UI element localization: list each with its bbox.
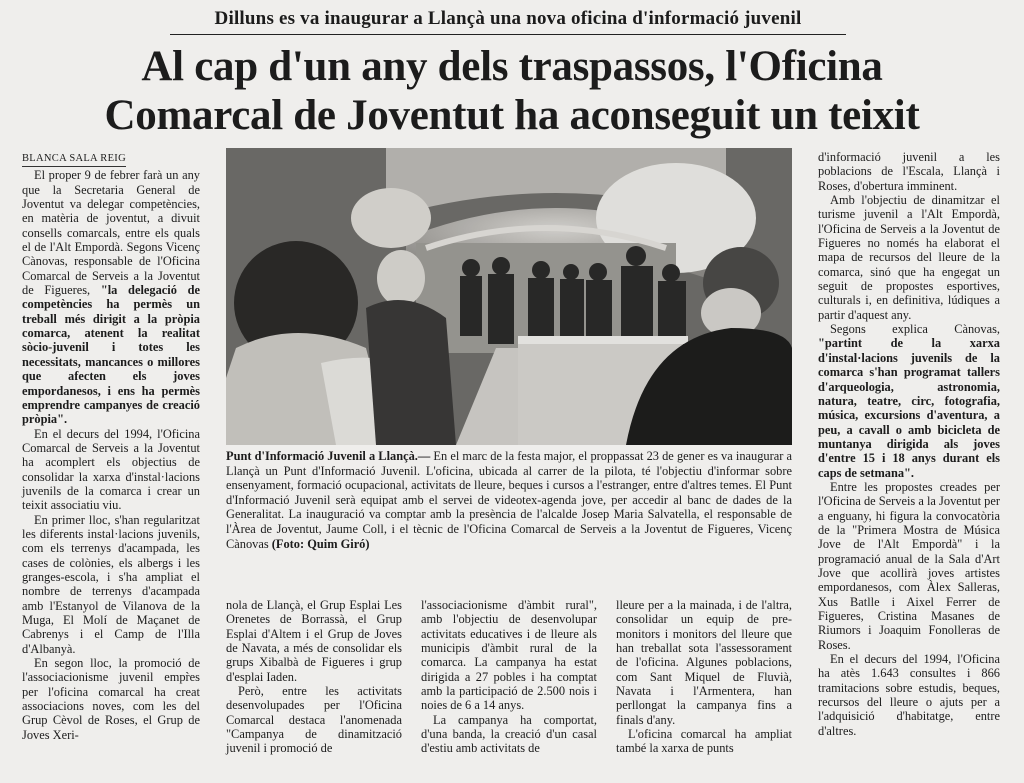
col1-quote: "la delegació de competències ha permès un treball més dirigit a la pròpia comarca, atenent la realitat sòcio-juvenil i totes les necessitats, mancances o millores que afecten els joves empordanesos, i ens ha permès emprendre campanyes de creació pròpia". (22, 283, 200, 427)
col1-paragraph-2: En el decurs del 1994, l'Oficina Comarcal de Serveis a la Joventut ha acomplert els objectius de consolidar la xarxa d'instal·lacions juvenils de la comarca i crear un teixit associatiu viu. (22, 426, 200, 513)
caption-body: En el marc de la festa major, el proppassat 23 de gener es va inaugurar a Llançà un Punt d'Informació Juvenil. L'oficina, ubicada al carrer de la pilota, té l'objectiu d'informar sobre ensenyament, formació ocupacional, activitats de lleure, beques i cursos a l'estranger, entre d'altres temes. El Punt d'Informació Juvenil serà equipat amb el servei de videotex-agenda jove, per accedir al banc de dades de la Generalitat. La inauguració va comptar amb la presència de l'alcalde Josep Maria Salvatella, el responsable de l'Àrea de Joventut, Jaume Coll, i el tècnic de l'Oficina Comarcal de Serveis a la Joventut de Figueres, Vicenç Cànovas (226, 449, 792, 551)
column-2 (226, 598, 402, 756)
col5-paragraph-5: En el decurs del 1994, l'Oficina ha atès 1.643 consultes i 866 tramitacions sobre estudis, beques, recursos del lleure o ajuts per a l'adquisició d'habitatge, entre d'altres. (818, 652, 1000, 738)
col5-paragraph-4: Entre les propostes creades per l'Oficina de Serveis a la Joventut per a enguany, hi figura la convocatòria de la "Primera Mostra de Música Jove de l'Alt Empordà" i la programació anual de la Sala d'Art Jove que acollirà joves artistes empordanesos, com Àlex Salleras, Xus Batlle i Aixel Ferrer de Figueres, Cristina Masanes de Riumors i Joaquim Fonolleras de Roses. (818, 479, 1000, 652)
col5-quote: "partint de la xarxa d'instal·lacions juvenils de la comarca s'han programat tallers d'arqueologia, astronomia, natura, teatre, circ, fotografia, música, excursions d'aventura, a peu, a cavall o amb bicicleta de muntanya dirigida als joves d'entre 15 i 18 anys durant els caps de setmana". (818, 336, 1000, 480)
col5-paragraph-1: d'informació juvenil a les poblacions de l'Escala, Llançà i Roses, d'obertura imminent. (818, 150, 1000, 193)
column-5 (818, 150, 1000, 738)
col3-paragraph-2: La campanya ha comportat, d'una banda, la creació d'un casal d'estiu amb activitats de (421, 712, 597, 756)
col1-paragraph-3: En primer lloc, s'han regularitzat les diferents instal·lacions juvenils, com els terrenys d'acampada, les cases de colònies, els albergs i les granges-escola, i s'ha ampliat el nombre de terrenys d'acampada amb l'Estanyol de Vilanova de la Muga, El Molí de Maçanet de Cabrenys i el Camp de l'Illa d'Albanyà. (22, 512, 200, 656)
headline-line-2: Comarcal de Joventut ha aconseguit un teixit (104, 92, 920, 139)
col1-paragraph-1: El proper 9 de febrer farà un any que la Secretaria General de Joventut va delegar competències, en matèria de joventut, a divuit consells comarcals, entre els quals el de l'Alt Empordà. Segons Vicenç Cànovas, responsable de l'Oficina Comarcal de Serveis a la Joventut de Figueres, "la delegació de competències ha permès un treball més dirigit a la pròpia comarca, atenent la realitat sòcio-juvenil i totes les necessitats, mancances o millores que afecten els joves empordanesos, i ens ha permès emprendre campanyes de creació pròpia". (22, 168, 200, 427)
article-photo (226, 148, 792, 445)
col5-paragraph-3: Segons explica Cànovas, "partint de la xarxa d'instal·lacions juvenils de la comarca s'han programat tallers d'arqueologia, astronomia, natura, teatre, circ, fotografia, música, excursions d'aventura, a peu, a cavall o amb bicicleta de muntanya dirigida als joves d'entre 15 i 18 anys durant els caps de setmana". (818, 322, 1000, 480)
column-4 (616, 598, 792, 756)
col5-paragraph-2: Amb l'objectiu de dinamitzar el turisme juvenil a l'Alt Empordà, l'Oficina de Serveis a la Joventut de Figueres no només ha elaborat el mapa de recursos del lleure de la comarca, sinó que ha engegat un seguit de propostes esportives, culturals i, en definitiva, lúdiques a partir d'aquest any. (818, 193, 1000, 322)
article-kicker: Dilluns es va inaugurar a Llançà una nova oficina d'informació juvenil (170, 8, 846, 35)
photo-credit: (Foto: Quim Giró) (271, 536, 370, 551)
caption-lead: Punt d'Informació Juvenil a Llançà.— (226, 449, 431, 463)
col4-paragraph-1: lleure per a la mainada, i de l'altra, consolidar un equip de pre-monitors i monitors del lleure que han treballat sota l'assessorament de l'oficina. Algunes poblacions, com Sant Miquel de Fluvià, Navata i l'Armentera, han perllongat la campanya fins a finals d'any. (616, 598, 792, 727)
column-1 (22, 150, 200, 742)
col2-paragraph-1: nola de Llançà, el Grup Esplai Les Orenetes de Borrassà, el Grup Esplai d'Altem i el Grup de Joves de Navata, a més de consolidar els grups Xibalbà de Figueres i grup d'esplai Iaden. (226, 598, 402, 684)
col4-paragraph-2: L'oficina comarcal ha ampliat també la xarxa de punts (616, 727, 792, 756)
article-headline (20, 42, 1004, 140)
col3-paragraph-1: l'associacionisme d'àmbit rural", amb l'objectiu de desenvolupar activitats educatives i de lleure als municipis d'àmbit rural de la comarca. La campanya ha estat dirigida a 27 pobles i ha comptat amb la participació de 2.500 nois i noies de 6 a 14 anys. (421, 598, 597, 713)
col1-paragraph-4: En segon lloc, la promoció de l'associacionisme juvenil empr̀es per l'oficina comarcal ha creat associacions noves, com les del Grup Cèvol de Roses, el Grup de Joves Xeri- (22, 656, 200, 742)
photo-illustration (226, 148, 792, 445)
col2-paragraph-2: Però, entre les activitats desenvolupades per l'Oficina Comarcal destaca l'anomenada "Campanya de dinamització juvenil i promoció de (226, 684, 402, 756)
column-3 (421, 598, 597, 756)
byline: BLANCA SALA REIG (22, 152, 126, 167)
photo-caption (226, 449, 792, 551)
headline-line-1: Al cap d'un any dels traspassos, l'Oficina (141, 43, 883, 90)
